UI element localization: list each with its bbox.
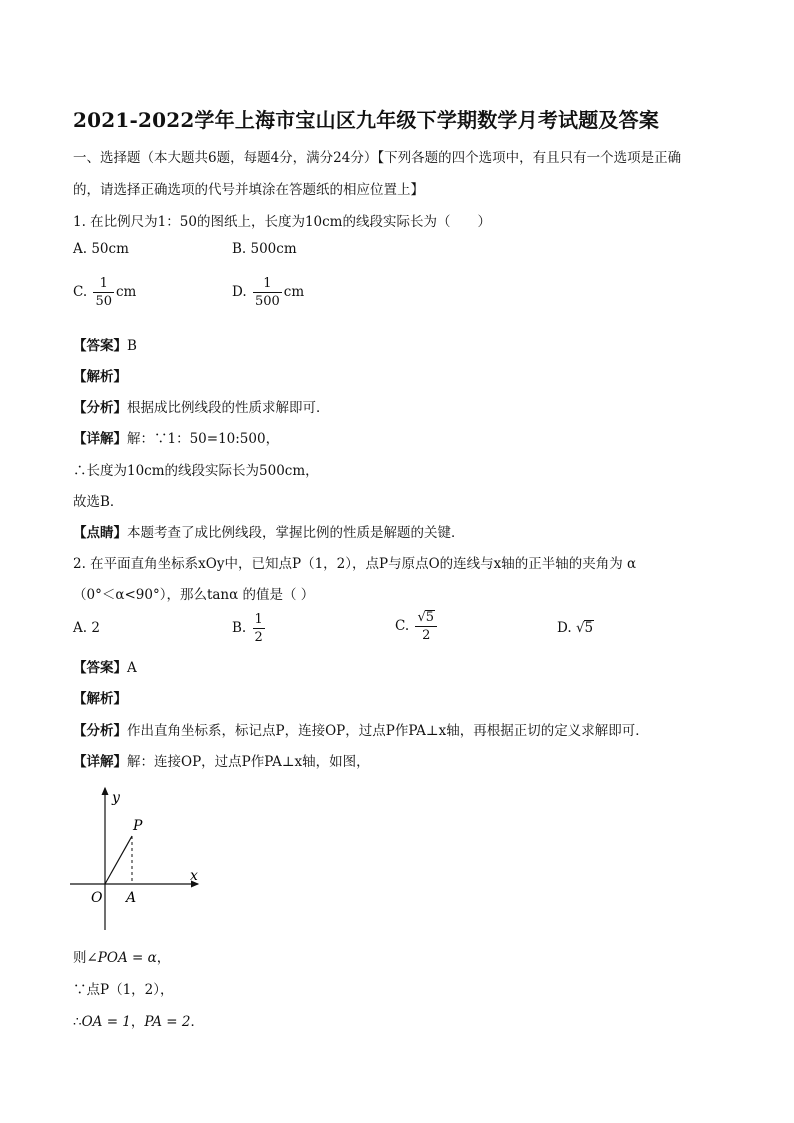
- q1-analysis-tag: [73, 365, 127, 385]
- fenxi-text: 根据成比例线段的性质求解即可．: [127, 400, 330, 416]
- fenxi-tag: 【分析】: [73, 400, 127, 416]
- answer-value: A: [127, 660, 137, 676]
- q1-step2: ∴长度为10cm的线段实际长为500cm，: [73, 463, 319, 479]
- q2-xiangjie: [73, 750, 370, 770]
- step1-prefix: 则: [73, 950, 87, 966]
- q1-dianjing: [73, 521, 465, 541]
- q1-xiangjie: [73, 427, 279, 447]
- step3-suffix: ．: [190, 1014, 204, 1030]
- analysis-tag: 【解析】: [73, 369, 127, 385]
- fraction-numerator: √5: [415, 610, 437, 627]
- q2-option-b: [232, 612, 267, 645]
- q1-option-d-fraction: [253, 276, 282, 309]
- coordinate-figure: [66, 780, 216, 935]
- q1-answer: [73, 334, 137, 354]
- q1-option-c-fraction: [93, 276, 114, 309]
- q2-option-a: A. 2: [73, 620, 100, 636]
- fraction-numerator: 1: [253, 276, 282, 293]
- q1-option-c-unit: cm: [115, 284, 137, 300]
- q2-option-c: [395, 610, 439, 643]
- y-axis-label: y: [112, 790, 120, 806]
- dianjing-text: 本题考查了成比例线段，掌握比例的性质是解题的关键．: [127, 525, 465, 541]
- fenxi-text: 作出直角坐标系，标记点P，连接OP，过点P作PA⊥x轴，再根据正切的定义求解即可．: [127, 723, 649, 739]
- step1-math: ∠POA = α: [86, 950, 157, 966]
- fraction-denominator: 500: [254, 294, 280, 309]
- step3-math-oa: OA = 1: [81, 1014, 131, 1030]
- step1-suffix: ，: [156, 950, 171, 966]
- q2-step1: [73, 946, 170, 966]
- answer-value: B: [127, 338, 137, 354]
- q2-stem-line2: （0°＜α<90°），那么tanα 的值是（ ）: [73, 587, 315, 603]
- q2-analysis-tag: [73, 687, 127, 707]
- q2-stem-line1: 2. 在平面直角坐标系xOy中，已知点P（1，2），点P与原点O的连线与x轴的正半轴的夹角为 α: [73, 556, 637, 572]
- xiangjie-text: 解：∵1：50=10:500，: [127, 431, 280, 447]
- answer-tag: 【答案】: [73, 338, 127, 354]
- x-axis-label: x: [190, 868, 198, 884]
- q2-option-c-fraction: [415, 610, 437, 643]
- q1-option-a: A. 50cm: [73, 241, 129, 257]
- q2-step3: [73, 1010, 204, 1030]
- radicand: 5: [425, 610, 435, 625]
- fraction-denominator: 2: [422, 628, 431, 643]
- dianjing-tag: 【点睛】: [73, 525, 127, 541]
- fenxi-tag: 【分析】: [73, 723, 127, 739]
- q1-option-c-label: C.: [73, 284, 88, 300]
- section-instructions-line1: 一、选择题（本大题共6题，每题4分，满分24分）【下列各题的四个选项中，有且只有一个选项是正确: [73, 150, 682, 166]
- xiangjie-tag: 【详解】: [73, 431, 127, 447]
- point-a-label: A: [126, 890, 137, 906]
- q1-step3: 故选B．: [73, 494, 124, 510]
- q1-option-b: B. 500cm: [232, 241, 297, 257]
- q2-option-d: [557, 620, 594, 636]
- q1-option-c: [73, 276, 136, 309]
- fraction-denominator: 2: [254, 630, 263, 645]
- fraction-numerator: 1: [254, 612, 263, 627]
- q2-option-b-label: B.: [232, 620, 247, 636]
- step3-sep: ，: [130, 1014, 145, 1030]
- q1-option-d-label: D.: [232, 284, 247, 300]
- q2-answer: [73, 656, 137, 676]
- step3-prefix: ∴: [73, 1014, 82, 1030]
- xiangjie-tag: 【详解】: [73, 754, 127, 770]
- page-title: 2021-2022学年上海市宝山区九年级下学期数学月考试题及答案: [73, 108, 660, 132]
- answer-tag: 【答案】: [73, 660, 127, 676]
- fraction-denominator: 50: [95, 294, 112, 309]
- radicand: 5: [584, 620, 594, 636]
- q2-option-d-sqrt: √5: [575, 620, 594, 636]
- q2-option-d-label: D.: [557, 620, 572, 636]
- q1-fenxi: [73, 396, 330, 416]
- analysis-tag: 【解析】: [73, 691, 127, 707]
- q2-step2: ∵点P（1，2），: [73, 982, 174, 998]
- q2-fenxi: [73, 719, 649, 739]
- q2-option-b-fraction: [253, 612, 265, 645]
- q2-option-c-label: C.: [395, 618, 410, 634]
- point-p-label: P: [133, 818, 143, 834]
- q1-option-d-unit: cm: [283, 284, 305, 300]
- q1-stem: 1. 在比例尺为1：50的图纸上，长度为10cm的线段实际长为（ ）: [73, 214, 491, 230]
- q1-option-d: [232, 276, 304, 309]
- segment-op: [105, 836, 132, 884]
- section-instructions-line2: 的，请选择正确选项的代号并填涂在答题纸的相应位置上】: [73, 182, 424, 198]
- fraction-numerator: 1: [93, 276, 114, 293]
- xiangjie-text: 解：连接OP，过点P作PA⊥x轴，如图，: [127, 754, 370, 770]
- point-o-label: O: [91, 890, 103, 906]
- step3-math-pa: PA = 2: [144, 1014, 191, 1030]
